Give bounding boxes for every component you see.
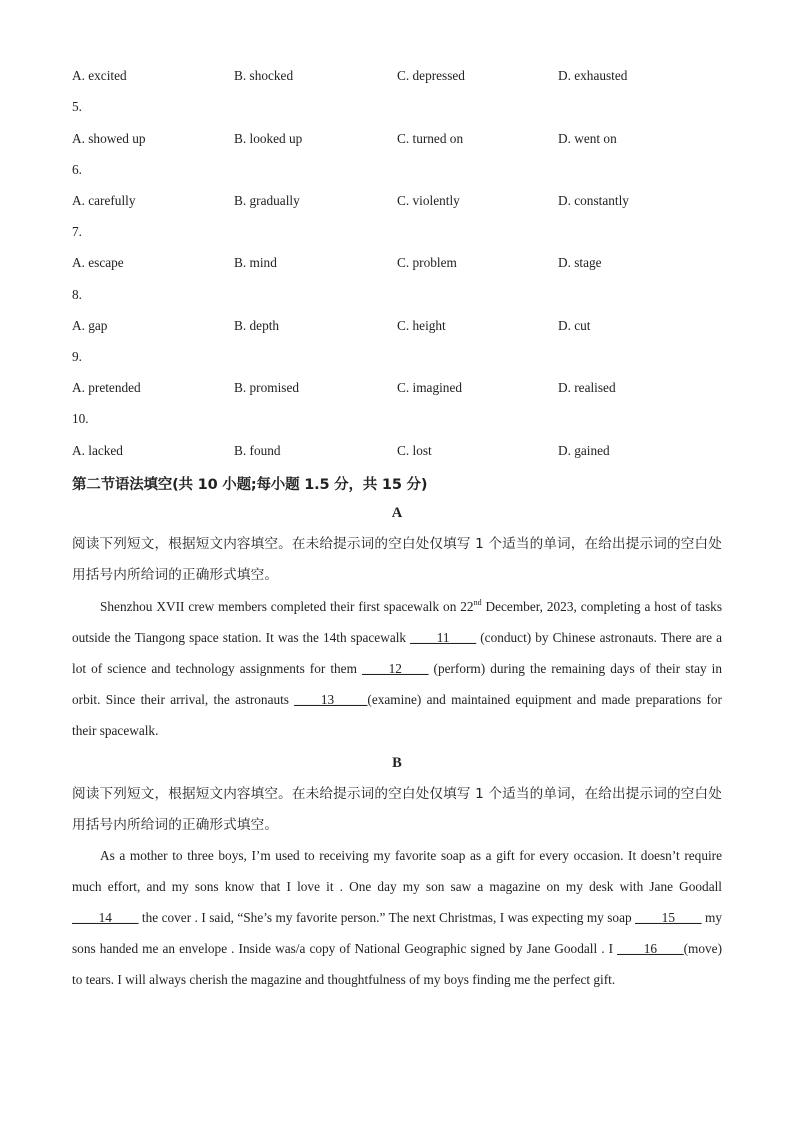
passage-b-instruction: 阅读下列短文，根据短文内容填空。在未给提示词的空白处仅填写 1 个适当的单词，在给出提示词的空白处用括号内所给词的正确形式填空。 [72, 786, 722, 833]
passage-a-text-4: (perform) during the remaining days of their stay in orbit. Since their arrival, the astronauts [72, 661, 723, 707]
option-a: A. escape [72, 255, 124, 270]
question-4-options [72, 68, 732, 88]
question-number: 7. [72, 224, 82, 239]
option-a: A. showed up [72, 131, 146, 146]
blank-11[interactable]: ____11____ [410, 630, 477, 645]
option-d: D. constantly [558, 193, 629, 208]
passage-b-text-4: (move) to tears. I will always cherish the magazine and thoughtfulness of my boys finding me the perfect gift. [72, 941, 722, 987]
question-6-options [72, 193, 732, 213]
option-d: D. cut [558, 318, 591, 333]
option-a: A. pretended [72, 380, 141, 395]
option-d: D. gained [558, 443, 610, 458]
option-d: D. realised [558, 380, 616, 395]
option-b: B. mind [234, 255, 277, 270]
passage-b-text [72, 840, 722, 995]
section-title: 第二节语法填空(共 10 小题;每小题 1.5 分，共 15 分) [72, 477, 428, 493]
option-a: A. gap [72, 318, 108, 333]
passage-a-instruction: 阅读下列短文，根据短文内容填空。在未给提示词的空白处仅填写 1 个适当的单词，在给出提示词的空白处用括号内所给词的正确形式填空。 [72, 536, 722, 583]
question-10-options [72, 443, 732, 463]
question-7-options [72, 255, 732, 275]
option-a: A. excited [72, 68, 127, 83]
option-a: A. carefully [72, 193, 136, 208]
passage-a-text-5: (examine) and maintained equipment and made preparations for their spacewalk. [72, 692, 722, 738]
question-number: 9. [72, 349, 82, 364]
option-c: C. height [397, 318, 446, 333]
option-b: B. promised [234, 380, 300, 395]
option-b: B. gradually [234, 193, 300, 208]
passage-a-text-1: Shenzhou XVII crew members completed their first spacewalk on 22 [100, 599, 474, 614]
question-number: 6. [72, 162, 82, 177]
question-number: 8. [72, 287, 82, 302]
option-c: C. imagined [397, 380, 462, 395]
option-d: D. went on [558, 131, 617, 146]
question-9-options [72, 380, 732, 400]
question-number: 10. [72, 411, 89, 426]
option-b: B. found [234, 443, 281, 458]
option-b: B. shocked [234, 68, 294, 83]
blank-12[interactable]: ____12____ [361, 661, 429, 676]
option-d: D. stage [558, 255, 602, 270]
question-number: 5. [72, 99, 82, 114]
option-b: B. looked up [234, 131, 303, 146]
passage-b-heading: B [392, 755, 402, 771]
option-a: A. lacked [72, 443, 123, 458]
option-c: C. lost [397, 443, 432, 458]
question-8-options [72, 318, 732, 338]
option-b: B. depth [234, 318, 280, 333]
blank-14[interactable]: ____14____ [72, 910, 139, 925]
blank-13[interactable]: ____13_____ [294, 692, 368, 707]
passage-b-text-2: the cover . I said, “She’s my favorite person.” The next Christmas, I was expecting my soap [138, 910, 636, 925]
option-d: D. exhausted [558, 68, 628, 83]
blank-16[interactable]: ____16____ [617, 941, 684, 956]
option-c: C. problem [397, 255, 457, 270]
question-5-options [72, 131, 732, 151]
passage-b-text-1: As a mother to three boys, I’m used to receiving my favorite soap as a gift for every occasion. It doesn’t require much effort, and my sons know that I love it . One day my son saw a magazine on my desk with Jane Goodall [72, 848, 722, 894]
option-c: C. violently [397, 193, 460, 208]
option-c: C. depressed [397, 68, 465, 83]
ordinal-suffix: nd [473, 598, 482, 607]
option-c: C. turned on [397, 131, 464, 146]
passage-b-text-3: my sons handed me an envelope . Inside was/a copy of National Geographic signed by Jane Goodall . I [72, 910, 722, 956]
passage-a-heading: A [391, 505, 403, 521]
passage-a-text-3: (conduct) by Chinese astronauts. There are a lot of science and technology assignments for them [72, 630, 722, 676]
passage-a-text-2: December, 2023, completing a host of tasks outside the Tiangong space station. It was the 14th spacewalk [72, 599, 723, 645]
blank-15[interactable]: ____15____ [635, 910, 702, 925]
passage-a-text [72, 591, 722, 746]
